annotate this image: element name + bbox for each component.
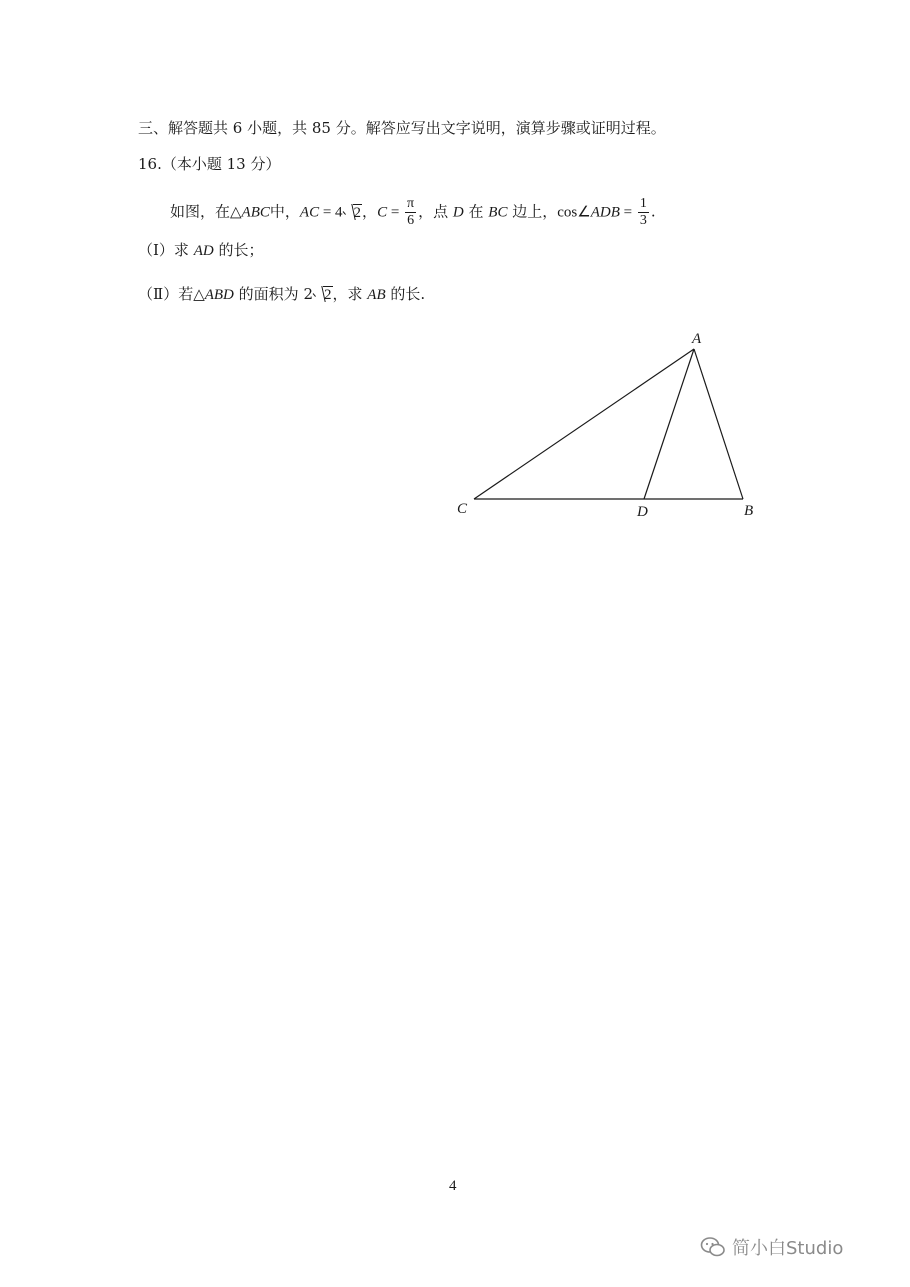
part-2: （Ⅱ）若△ABD 的面积为 2 2，求 AB 的长. (138, 285, 426, 303)
watermark (700, 1234, 843, 1260)
watermark-text: 简小白Studio (732, 1238, 844, 1259)
wechat-icon (700, 1236, 726, 1258)
segment-ad (644, 349, 694, 499)
page-number: 4 (449, 1178, 457, 1194)
sqrt-symbol: 2 (313, 284, 333, 305)
vertex-label-c: C (457, 501, 468, 517)
section-header: 三、解答题共 6 小题，共 85 分。解答应写出文字说明，演算步骤或证明过程。 (138, 119, 666, 137)
fraction-pi-over-6: $\frac{\pi}{6}$ (407, 196, 415, 228)
part-1: （Ⅰ）求 AD 的长； (138, 241, 264, 259)
segment-ab (694, 349, 743, 499)
problem-number: 16.（本小题 13 分） (138, 155, 281, 173)
vertex-label-d: D (637, 504, 648, 520)
segment-ca (474, 349, 694, 499)
sqrt-symbol: 2 (343, 202, 363, 223)
problem-statement: 如图，在△ABC中，AC = 4 2，C = $\frac{\pi}{6}$ ，点 D 在 BC 边上，cos∠ADB = $\frac{1}{3}$ . (170, 196, 656, 228)
fraction-one-third: $\frac{1}{3}$ (639, 196, 647, 228)
vertex-label-a: A (692, 331, 702, 347)
vertex-label-b: B (744, 503, 754, 519)
